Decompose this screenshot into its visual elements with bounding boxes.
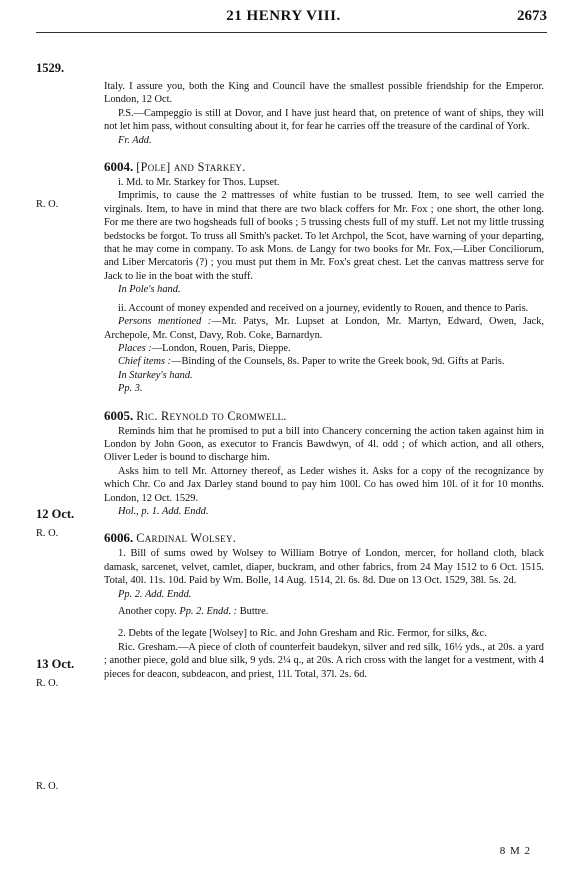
paragraph: Imprimis, to cause the 2 mattresses of white fustian to be trussed. Item, to see well carried the virginals. Item, to have in mind that there are two black coffers for Mr. Fox ; one short, the other long. For me there are two hogsheads full of books ; 5 trussing chests full of my stuff. Let not my little trussing bedstocks be forgot. To truss all Smith's packet. To let Archpol, the Scot, have warning of your departing, that he may come in company. To ask Mons. de Langy for two books for Mr. Fox,—Liber Conciliorum, and Liber Mercatoris (?) ; you must put them in Mr. Fox's great chest. Let the canvas mattress serve for Jack to lie in the boat with the stuff. — [104, 190, 544, 282]
paragraph: 1. Bill of sums owed by Wolsey to William Botrye of London, mercer, for holland cloth, black damask, sarcenet, velvet, camlet, diaper, buckram, and other fabrics, from 24 May 1512 to 6 Oct. 1515. Total, 40l. 11s. 10d. Paid by Wm. Bolle, 14 Aug. 1514, 2l. 6s. 8d. Due on 13 Oct. 1529, 38l. 5s. 2d. — [104, 548, 544, 587]
paragraph: P.S.—Campeggio is still at Dovor, and I have just heard that, on pretence of want of ships, they will not let him pass, without consulting about it, for fear he carries off the treasure of the cardinal of York. — [104, 107, 544, 133]
margin-date: 13 Oct. — [36, 657, 75, 671]
places-list: —London, Rouen, Paris, Dieppe. — [151, 342, 291, 354]
margin-date: 12 Oct. — [36, 507, 75, 521]
entry-heading-6004 — [104, 158, 544, 176]
label: Chief items : — [118, 356, 172, 368]
entry-heading-6005 — [104, 407, 544, 425]
items-list: —Binding of the Counsels, 8s. Paper to write the Greek book, 9d. Gifts at Paris. — [171, 356, 505, 368]
persons-list: —Mr. Patys, Mr. Lupset at London, Mr. Martyn, Edward, Owen, Jack, Archepole, Mr. Const, Davy, Rob. Coke, Barnardyn. — [104, 316, 545, 341]
entry-title: Ric. Reynold to Cromwell. — [136, 408, 287, 423]
entry-number: 6004. — [104, 159, 134, 175]
paragraph — [104, 342, 544, 355]
source-note: Fr. Add. — [118, 134, 152, 146]
paragraph: 2. Debts of the legate [Wolsey] to Ric. and John Gresham and Ric. Fermor, for silks, &c. — [118, 628, 487, 640]
label: Persons mentioned : — [118, 316, 212, 328]
paragraph — [104, 605, 544, 618]
source-note: Pp. 2. Endd. : — [179, 606, 238, 617]
paragraph: Reminds him that he promised to put a bill into Chancery concerning the action taken against him in London by John Goon, as executor to Francis Bawdwyn, of 4l. odd ; of which action, and all others, Oliver Leder is bound to discharge him. — [104, 425, 544, 464]
document-body — [104, 80, 544, 681]
entry-title: [Pole] and Starkey. — [136, 160, 246, 175]
entry-number: 6005. — [104, 407, 134, 423]
margin-source-ro: R. O. — [36, 199, 59, 210]
label: Places : — [118, 342, 152, 354]
margin-source-ro: R. O. — [36, 781, 59, 792]
source-note: Pp. 3. — [118, 383, 143, 395]
entry-number: 6006. — [104, 530, 134, 546]
copy-note: Another copy. — [118, 606, 177, 617]
signature-mark: 8 M 2 — [499, 845, 531, 857]
source-note: Pp. 2. Add. Endd. — [118, 588, 192, 600]
hand-note: In Pole's hand. — [118, 284, 181, 296]
entry-title: Cardinal Wolsey. — [136, 531, 237, 546]
margin-source-ro: R. O. — [36, 528, 59, 539]
hand-note: In Starkey's hand. — [118, 369, 193, 381]
paragraph — [104, 315, 544, 342]
running-title: 21 HENRY VIII. — [226, 8, 341, 24]
paragraph: Asks him to tell Mr. Attorney thereof, as Leder wishes it. Asks for a copy of the recognizance by which Chr. Co and Jax Darley stand bound to pay him 100l. Co has owed him 10l. of it for 10 months. London, 12 Oct. 1529. — [104, 465, 544, 504]
margin-source-ro: R. O. — [36, 678, 59, 689]
subheading: ii. Account of money expended and received on a journey, evidently to Rouen, and thence to Paris. — [118, 302, 529, 314]
page-number: 2673 — [517, 8, 547, 24]
header-rule — [36, 32, 547, 33]
margin-year: 1529. — [36, 61, 65, 75]
paragraph: Ric. Gresham.—A piece of cloth of counterfeit baudekyn, silver and red silk, 16½ yds., at 20s. a yard ; another piece, gold and blue silk, 9 yds. 2¼ q., at 20s. A rich cross with the langet for a vestment, with 4 pieces for deacon, subdeacon, and priest, 11l. Total, 37l. 2s. 6d. — [104, 641, 544, 680]
paragraph — [104, 355, 544, 368]
entry-heading-6006 — [104, 529, 544, 547]
endorsement: Buttre. — [239, 606, 269, 617]
source-note: Hol., p. 1. Add. Endd. — [118, 505, 209, 517]
subheading: i. Md. to Mr. Starkey for Thos. Lupset. — [118, 177, 280, 189]
paragraph: Italy. I assure you, both the King and Council have the smallest possible friendship for the Emperor. London, 12 Oct. — [104, 81, 544, 106]
running-header — [0, 6, 567, 30]
